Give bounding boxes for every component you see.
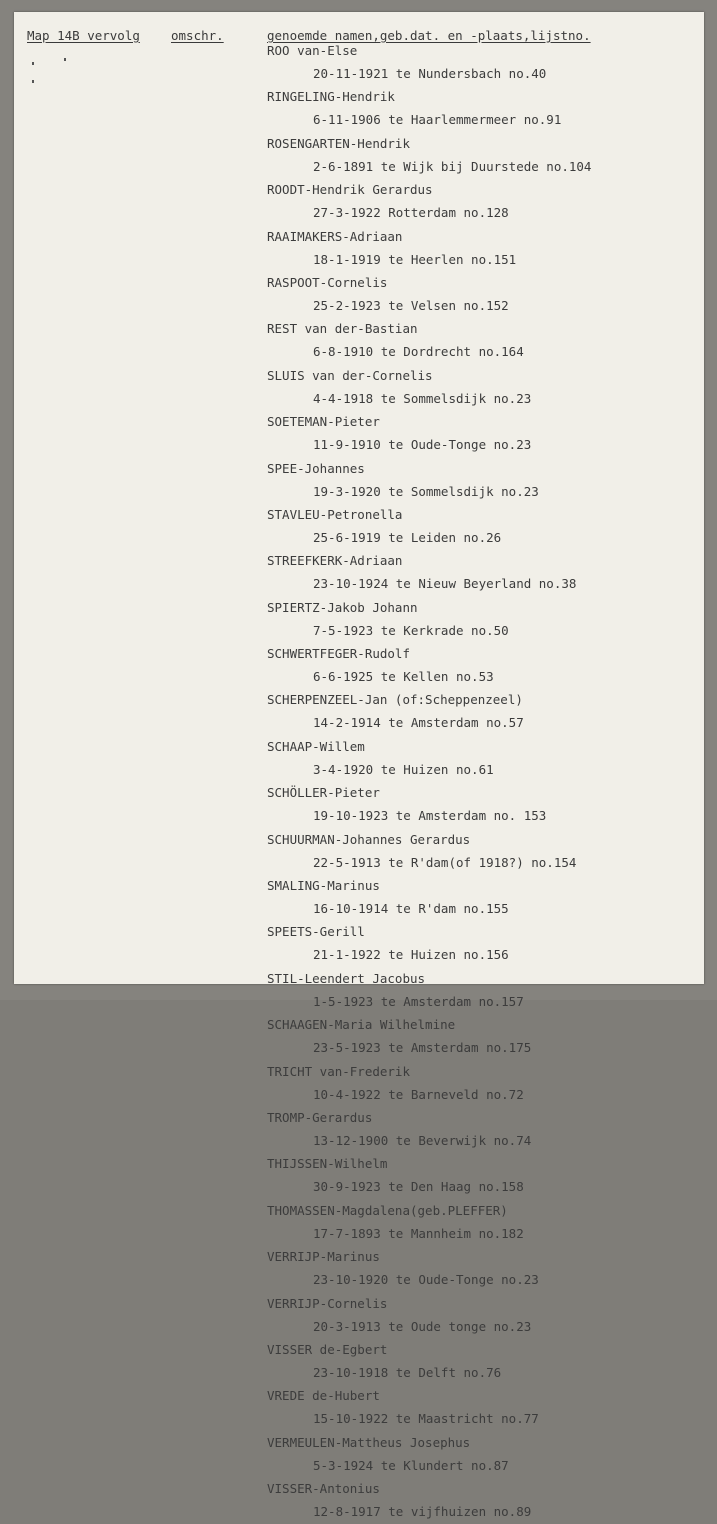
list-item: [14, 1245, 704, 1291]
list-item: [14, 1106, 704, 1152]
list-item: [14, 1338, 704, 1384]
list-item: [14, 457, 704, 503]
folder-reference: Map 14B vervolg: [27, 28, 140, 43]
birth-details: 6-6-1925 te Kellen no.53: [313, 669, 494, 685]
person-name: RINGELING-Hendrik: [267, 89, 395, 105]
list-item: [14, 642, 704, 688]
list-item: [14, 549, 704, 595]
list-item: [14, 317, 704, 363]
list-item: [14, 967, 704, 1013]
birth-details: 3-4-1920 te Huizen no.61: [313, 761, 494, 777]
person-name: SCHERPENZEEL-Jan (of:Scheppenzeel): [267, 692, 523, 708]
list-item: [14, 688, 704, 734]
birth-details: 12-8-1917 te vijfhuizen no.89: [313, 1504, 532, 1520]
list-item: [14, 1477, 704, 1523]
person-name: STIL-Leendert Jacobus: [267, 970, 426, 986]
person-name: SPEE-Johannes: [267, 460, 365, 476]
list-item: [14, 85, 704, 131]
list-item: [14, 874, 704, 920]
birth-details: 6-11-1906 te Haarlemmermeer no.91: [313, 112, 562, 128]
person-name: VISSER de-Egbert: [267, 1341, 388, 1357]
person-name: ROODT-Hendrik Gerardus: [267, 182, 433, 198]
birth-details: 10-4-1922 te Barneveld no.72: [313, 1086, 524, 1102]
list-item: [14, 1013, 704, 1059]
birth-details: 6-8-1910 te Dordrecht no.164: [313, 344, 524, 360]
list-item: [14, 410, 704, 456]
list-item: [14, 178, 704, 224]
birth-details: 2-6-1891 te Wijk bij Duurstede no.104: [313, 158, 592, 174]
list-item: [14, 735, 704, 781]
person-name: SPEETS-Gerill: [267, 924, 365, 940]
list-item: [14, 1152, 704, 1198]
person-name: VERRIJP-Marinus: [267, 1249, 380, 1265]
list-item: [14, 132, 704, 178]
list-item: [14, 1199, 704, 1245]
person-name: TRICHT van-Frederik: [267, 1063, 410, 1079]
birth-details: 18-1-1919 te Heerlen no.151: [313, 251, 517, 267]
birth-details: 14-2-1914 te Amsterdam no.57: [313, 715, 524, 731]
list-item: [14, 781, 704, 827]
person-name: STAVLEU-Petronella: [267, 506, 403, 522]
birth-details: 16-10-1914 te R'dam no.155: [313, 901, 509, 917]
names-column-label: genoemde namen,geb.dat. en -plaats,lijstno.: [267, 28, 591, 43]
list-item: [14, 1431, 704, 1477]
person-name: ROO van-Else: [267, 43, 358, 58]
birth-details: 23-10-1920 te Oude-Tonge no.23: [313, 1272, 539, 1288]
list-item: [14, 1292, 704, 1338]
birth-details: 25-6-1919 te Leiden no.26: [313, 529, 502, 545]
list-item: [14, 596, 704, 642]
birth-details: 11-9-1910 te Oude-Tonge no.23: [313, 437, 532, 453]
description-column-label: omschr.: [171, 28, 224, 43]
birth-details: 20-11-1921 te Nundersbach no.40: [313, 66, 547, 81]
person-name: SPIERTZ-Jakob Johann: [267, 599, 418, 615]
person-name: SMALING-Marinus: [267, 878, 380, 894]
document-page: [14, 12, 704, 1520]
person-name: THOMASSEN-Magdalena(geb.PLEFFER): [267, 1202, 508, 1218]
list-item: [14, 1384, 704, 1430]
person-name: VREDE de-Hubert: [267, 1388, 380, 1404]
list-item: [14, 364, 704, 410]
birth-details: 5-3-1924 te Klundert no.87: [313, 1457, 509, 1473]
person-name: SCHWERTFEGER-Rudolf: [267, 646, 410, 662]
birth-details: 4-4-1918 te Sommelsdijk no.23: [313, 390, 532, 406]
birth-details: 15-10-1922 te Maastricht no.77: [313, 1411, 539, 1427]
birth-details: 23-5-1923 te Amsterdam no.175: [313, 1040, 532, 1056]
birth-details: 30-9-1923 te Den Haag no.158: [313, 1179, 524, 1195]
birth-details: 19-10-1923 te Amsterdam no. 153: [313, 808, 547, 824]
list-item: [14, 828, 704, 874]
person-name: SCHAAP-Willem: [267, 738, 365, 754]
birth-details: 23-10-1924 te Nieuw Beyerland no.38: [313, 576, 577, 592]
person-name: SCHAAGEN-Maria Wilhelmine: [267, 1017, 456, 1033]
person-name: SOETEMAN-Pieter: [267, 414, 380, 430]
person-name: ROSENGARTEN-Hendrik: [267, 135, 410, 151]
list-item: [14, 225, 704, 271]
birth-details: 25-2-1923 te Velsen no.152: [313, 297, 509, 313]
birth-details: 19-3-1920 te Sommelsdijk no.23: [313, 483, 539, 499]
person-name: VERMEULEN-Mattheus Josephus: [267, 1434, 471, 1450]
person-name: VERRIJP-Cornelis: [267, 1295, 388, 1311]
list-item: [14, 39, 704, 85]
birth-details: 7-5-1923 te Kerkrade no.50: [313, 622, 509, 638]
person-name: RASPOOT-Cornelis: [267, 274, 388, 290]
person-name: TROMP-Gerardus: [267, 1109, 373, 1125]
name-list: [14, 39, 704, 1524]
person-name: SCHÖLLER-Pieter: [267, 785, 380, 801]
birth-details: 17-7-1893 te Mannheim no.182: [313, 1225, 524, 1241]
birth-details: 1-5-1923 te Amsterdam no.157: [313, 993, 524, 1009]
person-name: VISSER-Antonius: [267, 1481, 380, 1497]
list-item: [14, 1060, 704, 1106]
person-name: REST van der-Bastian: [267, 321, 418, 337]
person-name: RAAIMAKERS-Adriaan: [267, 228, 403, 244]
birth-details: 23-10-1918 te Delft no.76: [313, 1364, 502, 1380]
list-item: [14, 271, 704, 317]
person-name: SLUIS van der-Cornelis: [267, 367, 433, 383]
birth-details: 22-5-1913 te R'dam(of 1918?) no.154: [313, 854, 577, 870]
list-item: [14, 503, 704, 549]
person-name: SCHUURMAN-Johannes Gerardus: [267, 831, 471, 847]
birth-details: 13-12-1900 te Beverwijk no.74: [313, 1132, 532, 1148]
birth-details: 21-1-1922 te Huizen no.156: [313, 947, 509, 963]
person-name: STREEFKERK-Adriaan: [267, 553, 403, 569]
birth-details: 20-3-1913 te Oude tonge no.23: [313, 1318, 532, 1334]
person-name: THIJSSEN-Wilhelm: [267, 1156, 388, 1172]
birth-details: 27-3-1922 Rotterdam no.128: [313, 205, 509, 221]
list-item: [14, 920, 704, 966]
